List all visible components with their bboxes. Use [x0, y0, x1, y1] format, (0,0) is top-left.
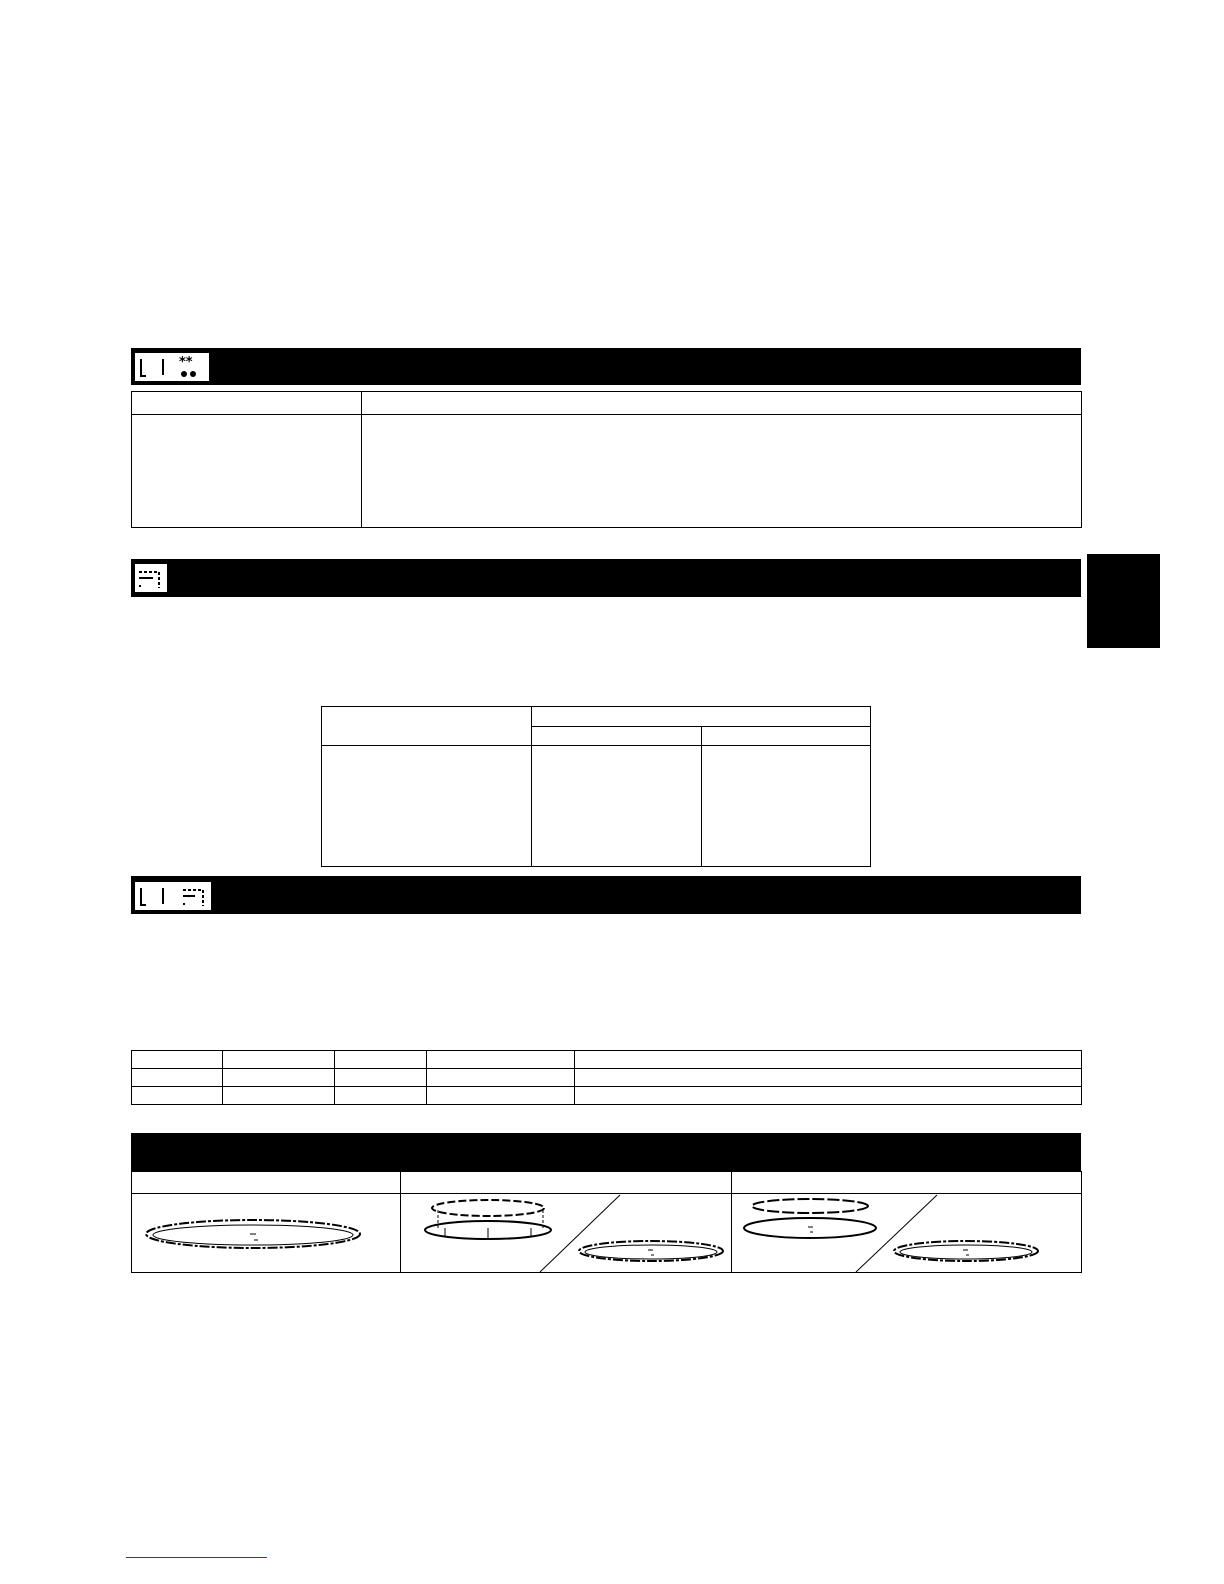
table-cell — [362, 415, 1082, 528]
turntable-roller-illustration — [732, 1194, 1082, 1272]
table-cell — [132, 392, 362, 415]
table-cell — [575, 1051, 1082, 1069]
defrost-table — [131, 391, 1082, 528]
table-row — [132, 1051, 1082, 1069]
table-row — [132, 1087, 1082, 1105]
table-cell — [532, 707, 871, 727]
table-cell — [223, 1051, 335, 1069]
table-cell — [427, 1051, 575, 1069]
table-row — [322, 746, 871, 867]
table-cell — [427, 1087, 575, 1105]
table-cell — [532, 746, 702, 867]
table-cell — [223, 1087, 335, 1105]
table-cell — [362, 392, 1082, 415]
footer-link-underline[interactable] — [126, 1557, 267, 1558]
section-header-bar-3 — [131, 876, 1081, 914]
svg-text:**: ** — [179, 355, 193, 370]
table-cell — [335, 1069, 427, 1087]
display-timer-icon — [134, 881, 212, 911]
table-cell — [132, 1051, 223, 1069]
timer-table — [131, 1050, 1082, 1105]
table-cell — [575, 1069, 1082, 1087]
table-cell — [335, 1051, 427, 1069]
table-row — [322, 707, 871, 727]
table-cell — [335, 1087, 427, 1105]
section-header-bar-4 — [131, 1133, 1081, 1171]
table-cell — [132, 1172, 401, 1194]
table-cell — [132, 415, 362, 528]
section-header-bar-2 — [131, 559, 1081, 597]
table-cell — [322, 707, 532, 746]
display-table — [321, 706, 871, 867]
turntable-plate-illustration — [132, 1194, 400, 1272]
table-cell — [701, 746, 871, 867]
table-row — [132, 1194, 1082, 1273]
turntable-ring-illustration — [401, 1194, 731, 1272]
chapter-tab-marker — [1087, 554, 1160, 648]
table-row — [132, 1172, 1082, 1194]
table-cell — [401, 1172, 732, 1194]
section-header-bar-1 — [131, 348, 1081, 385]
table-row — [132, 1069, 1082, 1087]
turntable-table — [131, 1171, 1082, 1273]
table-cell — [532, 727, 702, 746]
table-cell — [732, 1194, 1082, 1273]
table-cell — [575, 1087, 1082, 1105]
table-cell — [132, 1069, 223, 1087]
display-icon — [134, 563, 168, 593]
table-cell — [132, 1087, 223, 1105]
table-cell — [223, 1069, 335, 1087]
table-row — [132, 415, 1082, 528]
table-cell — [322, 746, 532, 867]
table-cell — [732, 1172, 1082, 1194]
table-cell — [401, 1194, 732, 1273]
defrost-icon — [134, 352, 210, 382]
table-row — [132, 392, 1082, 415]
table-cell — [701, 727, 871, 746]
table-cell — [427, 1069, 575, 1087]
table-cell — [132, 1194, 401, 1273]
